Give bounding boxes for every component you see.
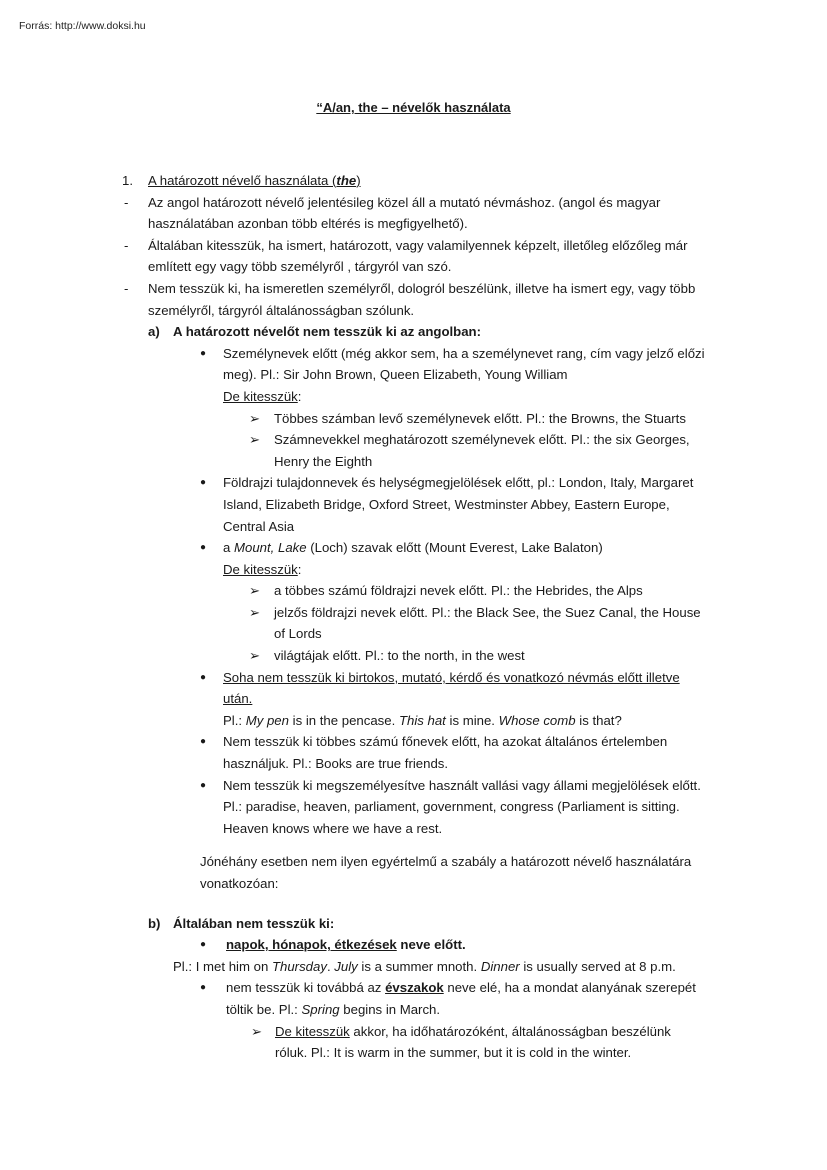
bullet-item: ● Földrajzi tulajdonnevek és helységmegjelölések előtt, pl.: London, Italy, Margaret <box>0 472 827 494</box>
arrow-icon: ➢ <box>249 410 261 426</box>
arrow-item: ➢ Többes számban levő személynevek előtt. Pl.: the Browns, the Stuarts <box>0 408 827 430</box>
dash-item: - Általában kitesszük, ha ismert, határozott, vagy valamilyennek képzelt, illetőleg előzőleg már <box>124 237 688 253</box>
bullet-icon: ● <box>200 939 207 951</box>
list-number: 1. <box>122 173 133 188</box>
page-title: “A/an, the – névelők használata <box>316 100 511 115</box>
dash-item: - Az angol határozott névelő jelentésileg közel áll a mutató névmáshoz. (angol és magyar <box>124 194 661 210</box>
section-b-heading: b) Általában nem tesszük ki: <box>148 915 335 931</box>
bullet-item: ● Személynevek előtt (még akkor sem, ha a személynevet rang, cím vagy jelző előzi <box>0 343 827 365</box>
document-body: 1. A határozott névelő használata (the) - Az angol határozott névelő jelentésileg közel áll a mutató névmáshoz. (angol és magyar használatában azonban több eltérés is megfigyelhető). - Általában kitesszük, ha ismert, határozott, vagy valamilyennek képzelt, illetőleg előzőleg már említett egy vagy több személyről , tárgyról van szó. - Nem tesszük ki, ha ismeretlen személyről, dologról beszélünk, illetve ha ismert egy, vagy több személyről, tárgyról általánosságban szólunk. a) A határozott névelőt nem tesszük ki az angolban: ● Személynevek előtt (még akkor sem, ha a személynevet rang, cím vagy jelző előzi meg). Pl.: Sir John Brown, Queen Elizabeth, Young William De kitesszük: ➢ Többes számban levő személynevek előtt. Pl.: the Browns, the Stuarts ➢ Számnevekkel meghatározott személynevek előtt. Pl.: the six Georges, Henry the Eighth ● Földrajzi tulajdonnevek és helységmegjelölések előtt, pl.: London, Italy, Margaret Island, Elizabeth Bridge, Oxford Street, Westminster Abbey, Eastern Europe, Central Asia ● a Mount, Lake (Loch) szavak előtt (Mount Everest, Lake Balaton) De kitesszük: ➢ a többes számú földrajzi nevek előtt. Pl.: the Hebrides, the Alps ➢ jelzős földrajzi nevek előtt. Pl.: the Black See, the Suez Canal, the House of Lords ➢ világtájak előtt. Pl.: to the north, in the west ● Soha nem tesszük ki birtokos, mutató, kérdő és vonatkozó névmás előtt illetve után. Pl.: My pen is in the pencase. This hat is mine. Whose comb is that? ● Nem tesszük ki többes számú főnevek előtt, ha azokat általános értelemben használjuk. Pl.: Books are true friends. ● Nem tesszük ki megszemélyesítve használt vallási vagy állami megjelölések előtt. Pl.: paradise, heaven, parliament, government, congress (Parliament is sitting. Heaven knows where we have a rest. Jónéhány esetben nem ilyen egyértelmű a szabály a határozott névelő használatára vonatkozóan: b) Általában nem tesszük ki: ● napok, hónapok, étkezések neve előtt. Pl.: I met him on Thursday. July is a summer mnoth. Dinner is usually served at 8 p.m. ● nem tesszük ki továbbá az évszakok neve elé, ha a mondat alanyának szerepét töltik be. Pl.: Spring begins in March. ➢ De kitesszük akkor, ha időhatározóként, általánosságban beszélünk róluk. Pl.: It is warm in the summer, but it is cold in the winter. <box>0 170 827 1064</box>
bullet-item: ● napok, hónapok, étkezések neve előtt. <box>0 934 827 956</box>
arrow-item: ➢ jelzős földrajzi nevek előtt. Pl.: the Black See, the Suez Canal, the House <box>0 602 827 624</box>
bullet-item: ● Nem tesszük ki megszemélyesítve használt vallási vagy állami megjelölések előtt. <box>0 775 827 797</box>
arrow-item: ➢ De kitesszük akkor, ha időhatározóként, általánosságban beszélünk <box>0 1021 827 1043</box>
arrow-item: ➢ világtájak előtt. Pl.: to the north, in the west <box>0 645 827 667</box>
example-line: Pl.: I met him on Thursday. July is a summer mnoth. Dinner is usually served at 8 p.m. <box>173 958 676 974</box>
bullet-item: ● nem tesszük ki továbbá az évszakok neve elé, ha a mondat alanyának szerepét <box>0 977 827 999</box>
section-a-heading: a) A határozott névelőt nem tesszük ki az angolban: <box>148 324 482 340</box>
arrow-icon: ➢ <box>251 1023 263 1039</box>
paragraph: Jónéhány esetben nem ilyen egyértelmű a szabály a határozott névelő használatára <box>200 854 692 870</box>
bullet-icon: ● <box>200 779 207 791</box>
arrow-icon: ➢ <box>249 432 261 448</box>
bullet-icon: ● <box>200 736 207 748</box>
bullet-item: ● Soha nem tesszük ki birtokos, mutató, kérdő és vonatkozó névmás előtt illetve <box>0 667 827 689</box>
bullet-icon: ● <box>200 982 207 994</box>
arrow-item: ➢ a többes számú földrajzi nevek előtt. Pl.: the Hebrides, the Alps <box>0 580 827 602</box>
arrow-icon: ➢ <box>249 583 261 599</box>
bullet-icon: ● <box>200 671 207 683</box>
bullet-item: ● a Mount, Lake (Loch) szavak előtt (Mount Everest, Lake Balaton) <box>0 537 827 559</box>
bullet-icon: ● <box>200 477 207 489</box>
source-line: Forrás: http://www.doksi.hu <box>19 20 146 32</box>
bullet-icon: ● <box>200 347 207 359</box>
section-1-heading: 1. A határozott névelő használata (the) <box>0 170 827 192</box>
the-article: the <box>336 173 357 188</box>
bullet-icon: ● <box>200 542 207 554</box>
arrow-item: ➢ Számnevekkel meghatározott személynevek előtt. Pl.: the six Georges, <box>0 429 827 451</box>
bullet-item: ● Nem tesszük ki többes számú főnevek előtt, ha azokat általános értelemben <box>0 731 827 753</box>
arrow-icon: ➢ <box>249 604 261 620</box>
arrow-icon: ➢ <box>249 648 261 664</box>
dash-item: - Nem tesszük ki, ha ismeretlen személyről, dologról beszélünk, illetve ha ismert egy, vagy több <box>124 280 696 296</box>
